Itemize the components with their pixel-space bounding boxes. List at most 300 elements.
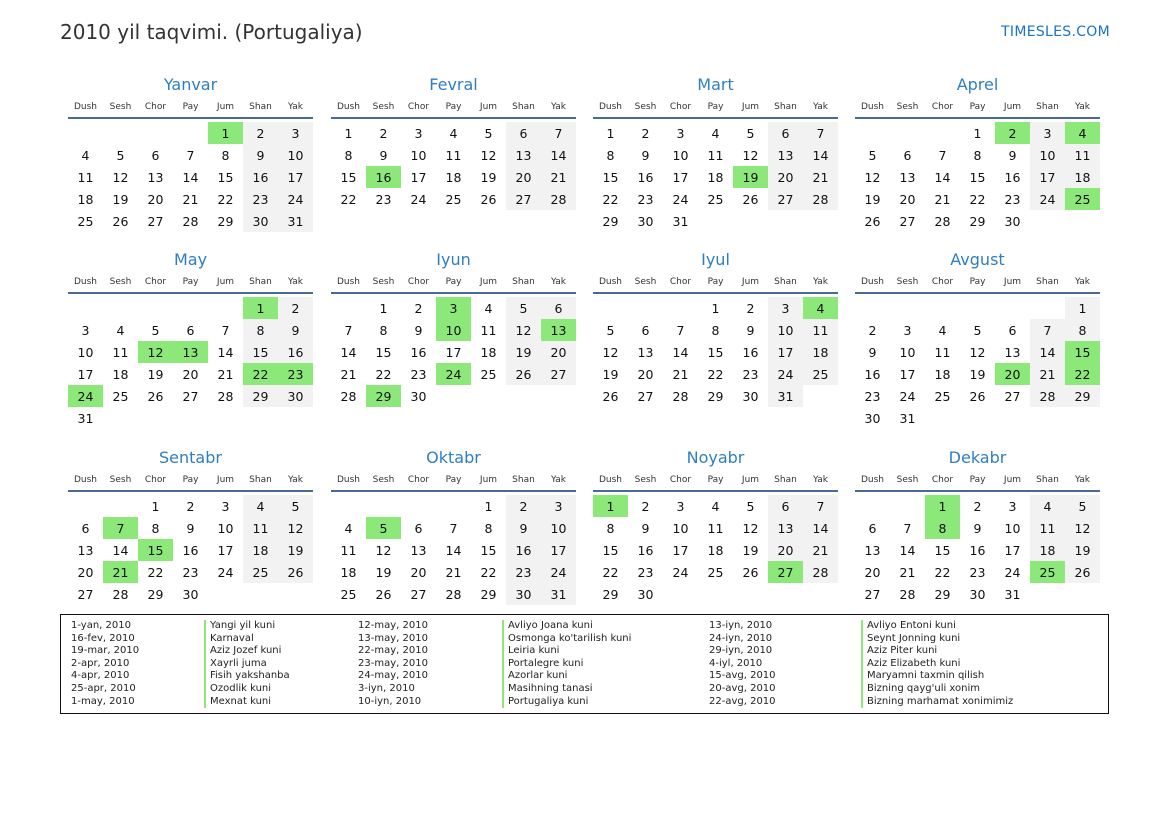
- weekday-label: Dush: [598, 475, 623, 485]
- day-cell: 8: [151, 520, 160, 536]
- empty-cell: [68, 495, 103, 517]
- weekday-label: Pay: [445, 102, 462, 112]
- empty-cell: [331, 495, 366, 517]
- day-cell: 6: [414, 520, 423, 536]
- weekday-label: Jum: [1003, 475, 1022, 485]
- day-cell: 3: [676, 498, 685, 514]
- weekday-label: Shan: [512, 277, 535, 287]
- day-cell: 24: [278, 188, 313, 210]
- day-cell: 16: [637, 542, 654, 558]
- weekday-label: Sesh: [634, 475, 657, 485]
- day-cell: 10: [1004, 520, 1021, 536]
- day-cell: 31: [899, 410, 916, 426]
- weekday-label: Yak: [551, 475, 566, 485]
- holiday-day-cell: 3: [436, 297, 471, 319]
- empty-cell: [103, 495, 138, 517]
- day-cell: 18: [707, 169, 724, 185]
- day-cell: 3: [903, 322, 912, 338]
- day-cell: 24: [541, 561, 576, 583]
- day-cell: 26: [506, 363, 541, 385]
- day-cell: 9: [506, 517, 541, 539]
- holiday-day-cell: 22: [1065, 363, 1100, 385]
- day-cell: 1: [973, 125, 982, 141]
- day-cell: 8: [344, 147, 353, 163]
- weekday-label: Dush: [336, 277, 361, 287]
- holiday-date: 3-iyn, 2010: [358, 682, 415, 694]
- day-cell: 3: [81, 322, 90, 338]
- day-cell: 9: [1008, 147, 1017, 163]
- day-cell: 15: [707, 344, 724, 360]
- empty-cell: [855, 297, 890, 319]
- holiday-date: 4-iyl, 2010: [709, 657, 763, 669]
- day-grid: [68, 495, 313, 605]
- month-sentabr: [68, 448, 313, 605]
- day-cell: 30: [182, 586, 199, 602]
- holiday-name: Mexnat kuni: [210, 695, 272, 707]
- day-cell: 24: [1004, 564, 1021, 580]
- day-cell: 6: [151, 147, 160, 163]
- empty-cell: [68, 122, 103, 144]
- day-cell: 1: [606, 125, 615, 141]
- day-cell: 21: [1030, 363, 1065, 385]
- holiday-day-cell: 15: [1065, 341, 1100, 363]
- month-noyabr: [593, 448, 838, 605]
- weekday-label: Sesh: [372, 277, 395, 287]
- weekday-label: Pay: [707, 475, 724, 485]
- day-cell: 21: [217, 366, 234, 382]
- weekday-header: [593, 99, 838, 119]
- holiday-name: Masihning tanasi: [508, 682, 593, 694]
- holiday-name: Aziz Piter kuni: [867, 645, 938, 657]
- day-cell: 10: [672, 520, 689, 536]
- month-name: Iyun: [436, 250, 471, 269]
- day-cell: 28: [217, 388, 234, 404]
- day-cell: 21: [672, 366, 689, 382]
- day-cell: 12: [375, 542, 392, 558]
- weekday-label: Chor: [144, 277, 167, 287]
- day-cell: 14: [803, 144, 838, 166]
- day-cell: 16: [637, 169, 654, 185]
- day-cell: 13: [768, 144, 803, 166]
- weekday-label: Chor: [669, 102, 692, 112]
- empty-cell: [960, 297, 995, 319]
- day-cell: 27: [410, 586, 427, 602]
- day-cell: 20: [506, 166, 541, 188]
- weekday-label: Chor: [144, 102, 167, 112]
- day-cell: 30: [742, 388, 759, 404]
- day-cell: 28: [445, 586, 462, 602]
- day-cell: 20: [77, 564, 94, 580]
- day-cell: 1: [484, 498, 493, 514]
- weekday-label: Jum: [216, 475, 235, 485]
- empty-cell: [68, 297, 103, 319]
- holiday-date: 23-may, 2010: [358, 657, 428, 669]
- weekday-label: Shan: [249, 102, 272, 112]
- day-cell: 24: [768, 363, 803, 385]
- day-cell: 16: [278, 341, 313, 363]
- weekday-label: Shan: [1036, 277, 1059, 287]
- day-cell: 13: [77, 542, 94, 558]
- day-cell: 12: [742, 520, 759, 536]
- day-cell: 7: [803, 122, 838, 144]
- day-cell: 30: [637, 586, 654, 602]
- weekday-label: Chor: [669, 277, 692, 287]
- month-iyun: [331, 250, 576, 407]
- day-cell: 14: [112, 542, 129, 558]
- day-cell: 2: [243, 122, 278, 144]
- empty-cell: [103, 297, 138, 319]
- day-cell: 10: [541, 517, 576, 539]
- weekday-label: Dush: [336, 102, 361, 112]
- day-cell: 5: [746, 498, 755, 514]
- day-grid: [68, 122, 313, 232]
- day-grid: [855, 122, 1100, 232]
- holiday-name: Bizning qayg'uli xonim: [867, 682, 981, 694]
- day-cell: 19: [1065, 539, 1100, 561]
- day-cell: 5: [484, 125, 493, 141]
- day-cell: 26: [969, 388, 986, 404]
- day-cell: 28: [340, 388, 357, 404]
- day-cell: 23: [1004, 191, 1021, 207]
- empty-cell: [995, 297, 1030, 319]
- month-name: Noyabr: [686, 448, 745, 467]
- day-cell: 2: [414, 300, 423, 316]
- day-cell: 10: [77, 344, 94, 360]
- day-cell: 18: [243, 539, 278, 561]
- day-cell: 21: [803, 539, 838, 561]
- day-cell: 3: [768, 297, 803, 319]
- weekday-label: Jum: [216, 277, 235, 287]
- day-cell: 20: [768, 539, 803, 561]
- day-cell: 12: [969, 344, 986, 360]
- empty-cell: [890, 297, 925, 319]
- day-cell: 18: [707, 542, 724, 558]
- empty-cell: [925, 122, 960, 144]
- weekday-label: Chor: [407, 277, 430, 287]
- day-cell: 27: [768, 188, 803, 210]
- holiday-name: Avliyo Entoni kuni: [867, 620, 956, 631]
- day-cell: 11: [934, 344, 951, 360]
- day-cell: 2: [379, 125, 388, 141]
- month-iyul: [593, 250, 838, 407]
- day-cell: 20: [541, 341, 576, 363]
- weekday-label: Jum: [1003, 277, 1022, 287]
- day-cell: 2: [506, 495, 541, 517]
- day-grid: [855, 297, 1100, 429]
- day-cell: 5: [278, 495, 313, 517]
- weekday-label: Dush: [336, 475, 361, 485]
- day-cell: 18: [1030, 539, 1065, 561]
- day-cell: 4: [116, 322, 125, 338]
- weekday-label: Jum: [216, 102, 235, 112]
- weekday-label: Shan: [1036, 102, 1059, 112]
- day-cell: 18: [340, 564, 357, 580]
- month-name: May: [173, 250, 208, 269]
- day-cell: 1: [151, 498, 160, 514]
- empty-cell: [855, 122, 890, 144]
- day-cell: 31: [672, 213, 689, 229]
- day-cell: 9: [641, 520, 650, 536]
- day-cell: 24: [217, 564, 234, 580]
- weekday-header: [855, 472, 1100, 492]
- holiday-day-cell: 24: [68, 385, 103, 407]
- weekday-header: [331, 472, 576, 492]
- holiday-date: 24-iyn, 2010: [709, 632, 773, 644]
- weekday-label: Dush: [860, 475, 885, 485]
- day-cell: 9: [641, 147, 650, 163]
- day-cell: 6: [768, 122, 803, 144]
- day-cell: 15: [375, 344, 392, 360]
- day-cell: 5: [506, 297, 541, 319]
- day-cell: 27: [182, 388, 199, 404]
- day-cell: 3: [541, 495, 576, 517]
- day-cell: 26: [602, 388, 619, 404]
- day-cell: 25: [112, 388, 129, 404]
- month-name: Fevral: [429, 75, 478, 94]
- day-grid: [68, 297, 313, 429]
- holiday-names-column: [204, 620, 290, 708]
- page-title: 2010 yil taqvimi. (Portugaliya): [60, 20, 363, 44]
- holiday-name: Leiria kuni: [508, 645, 560, 657]
- day-cell: 27: [637, 388, 654, 404]
- day-cell: 22: [375, 366, 392, 382]
- holiday-date: 1-yan, 2010: [71, 620, 131, 631]
- holiday-date: 12-may, 2010: [358, 620, 428, 631]
- day-cell: 4: [344, 520, 353, 536]
- holiday-day-cell: 25: [1030, 561, 1065, 583]
- empty-cell: [103, 122, 138, 144]
- day-cell: 27: [77, 586, 94, 602]
- day-cell: 24: [1030, 188, 1065, 210]
- day-cell: 24: [672, 191, 689, 207]
- holiday-dates-column: [709, 620, 776, 708]
- day-cell: 15: [340, 169, 357, 185]
- day-cell: 16: [742, 344, 759, 360]
- day-cell: 26: [147, 388, 164, 404]
- weekday-label: Jum: [741, 102, 760, 112]
- day-cell: 18: [77, 191, 94, 207]
- day-cell: 20: [768, 166, 803, 188]
- day-cell: 3: [676, 125, 685, 141]
- day-cell: 18: [1065, 166, 1100, 188]
- day-cell: 23: [969, 564, 986, 580]
- weekday-label: Chor: [407, 102, 430, 112]
- day-cell: 26: [742, 191, 759, 207]
- day-cell: 29: [602, 213, 619, 229]
- day-cell: 14: [541, 144, 576, 166]
- holiday-date: 29-iyn, 2010: [709, 645, 773, 657]
- weekday-label: Yak: [1075, 102, 1090, 112]
- weekday-label: Pay: [182, 475, 199, 485]
- weekday-label: Shan: [249, 475, 272, 485]
- weekday-label: Chor: [931, 277, 954, 287]
- day-cell: 11: [112, 344, 129, 360]
- weekday-label: Jum: [741, 475, 760, 485]
- day-cell: 22: [217, 191, 234, 207]
- day-cell: 14: [672, 344, 689, 360]
- empty-cell: [173, 122, 208, 144]
- day-cell: 1: [711, 300, 720, 316]
- day-cell: 18: [803, 341, 838, 363]
- weekday-header: [331, 99, 576, 119]
- weekday-label: Yak: [551, 102, 566, 112]
- month-name: Avgust: [950, 250, 1005, 269]
- day-cell: 17: [672, 542, 689, 558]
- day-cell: 23: [637, 564, 654, 580]
- weekday-label: Dush: [598, 102, 623, 112]
- weekday-label: Pay: [707, 277, 724, 287]
- day-cell: 29: [969, 213, 986, 229]
- day-cell: 2: [641, 498, 650, 514]
- holiday-day-cell: 19: [733, 166, 768, 188]
- day-cell: 28: [934, 213, 951, 229]
- weekday-label: Jum: [479, 277, 498, 287]
- month-aprel: [855, 75, 1100, 232]
- holiday-name: Aziz Elizabeth kuni: [867, 657, 961, 669]
- day-cell: 29: [602, 586, 619, 602]
- weekday-label: Sesh: [634, 277, 657, 287]
- day-cell: 27: [506, 188, 541, 210]
- empty-cell: [138, 297, 173, 319]
- weekday-label: Jum: [1003, 102, 1022, 112]
- day-cell: 30: [864, 410, 881, 426]
- day-cell: 28: [182, 213, 199, 229]
- empty-cell: [593, 297, 628, 319]
- day-cell: 10: [410, 147, 427, 163]
- day-cell: 12: [602, 344, 619, 360]
- weekday-label: Yak: [813, 277, 828, 287]
- weekday-header: [68, 472, 313, 492]
- day-cell: 21: [899, 564, 916, 580]
- day-cell: 11: [340, 542, 357, 558]
- holiday-day-cell: 1: [593, 495, 628, 517]
- day-cell: 5: [1065, 495, 1100, 517]
- day-cell: 27: [541, 363, 576, 385]
- day-cell: 7: [221, 322, 230, 338]
- day-cell: 23: [410, 366, 427, 382]
- weekday-header: [855, 99, 1100, 119]
- month-name: Aprel: [956, 75, 999, 94]
- month-name: Mart: [697, 75, 734, 94]
- day-cell: 28: [899, 586, 916, 602]
- day-cell: 26: [1065, 561, 1100, 583]
- brand-link[interactable]: TIMESLES.COM: [1001, 24, 1110, 40]
- empty-cell: [1030, 297, 1065, 319]
- day-grid: [855, 495, 1100, 605]
- empty-cell: [366, 495, 401, 517]
- day-cell: 1: [344, 125, 353, 141]
- day-cell: 17: [672, 169, 689, 185]
- day-cell: 2: [868, 322, 877, 338]
- day-cell: 17: [899, 366, 916, 382]
- holiday-list: [60, 614, 1109, 714]
- holiday-dates-column: [358, 620, 428, 708]
- day-cell: 21: [541, 166, 576, 188]
- weekday-header: [331, 274, 576, 294]
- day-cell: 30: [637, 213, 654, 229]
- day-cell: 13: [410, 542, 427, 558]
- empty-cell: [138, 122, 173, 144]
- day-cell: 16: [864, 366, 881, 382]
- day-cell: 23: [243, 188, 278, 210]
- day-cell: 26: [864, 213, 881, 229]
- day-cell: 17: [768, 341, 803, 363]
- day-cell: 22: [934, 564, 951, 580]
- day-cell: 12: [506, 319, 541, 341]
- day-cell: 19: [147, 366, 164, 382]
- day-cell: 12: [278, 517, 313, 539]
- day-cell: 22: [147, 564, 164, 580]
- day-cell: 22: [969, 191, 986, 207]
- day-grid: [331, 495, 576, 605]
- day-cell: 19: [506, 341, 541, 363]
- weekday-label: Pay: [969, 277, 986, 287]
- holiday-day-cell: 15: [138, 539, 173, 561]
- day-cell: 5: [151, 322, 160, 338]
- weekday-label: Pay: [445, 475, 462, 485]
- weekday-label: Pay: [445, 277, 462, 287]
- day-cell: 24: [899, 388, 916, 404]
- month-avgust: [855, 250, 1100, 429]
- day-cell: 28: [672, 388, 689, 404]
- day-cell: 22: [707, 366, 724, 382]
- day-cell: 16: [410, 344, 427, 360]
- weekday-header: [593, 274, 838, 294]
- holiday-names-column: [861, 620, 1013, 708]
- day-cell: 6: [1008, 322, 1017, 338]
- day-cell: 7: [344, 322, 353, 338]
- weekday-label: Chor: [144, 475, 167, 485]
- day-cell: 9: [868, 344, 877, 360]
- holiday-day-cell: 12: [138, 341, 173, 363]
- day-cell: 25: [340, 586, 357, 602]
- weekday-label: Yak: [813, 475, 828, 485]
- day-cell: 21: [803, 166, 838, 188]
- day-cell: 13: [506, 144, 541, 166]
- holiday-name: Yangi yil kuni: [210, 620, 276, 631]
- day-cell: 7: [803, 495, 838, 517]
- day-cell: 5: [606, 322, 615, 338]
- day-cell: 20: [147, 191, 164, 207]
- day-cell: 25: [77, 213, 94, 229]
- day-cell: 12: [480, 147, 497, 163]
- day-cell: 23: [182, 564, 199, 580]
- day-cell: 31: [278, 210, 313, 232]
- holiday-name: Osmonga ko'tarilish kuni: [508, 632, 632, 644]
- day-cell: 8: [711, 322, 720, 338]
- weekday-label: Sesh: [896, 277, 919, 287]
- weekday-label: Pay: [969, 102, 986, 112]
- day-cell: 21: [934, 191, 951, 207]
- holiday-day-cell: 2: [995, 122, 1030, 144]
- empty-cell: [436, 495, 471, 517]
- day-cell: 7: [186, 147, 195, 163]
- day-cell: 11: [803, 319, 838, 341]
- day-cell: 16: [243, 166, 278, 188]
- holiday-date: 22-avg, 2010: [709, 695, 776, 707]
- day-cell: 2: [973, 498, 982, 514]
- month-name: Iyul: [701, 250, 730, 269]
- holiday-name: Fisih yakshanba: [210, 670, 290, 682]
- holiday-day-cell: 7: [103, 517, 138, 539]
- day-cell: 26: [375, 586, 392, 602]
- day-cell: 20: [899, 191, 916, 207]
- day-cell: 29: [147, 586, 164, 602]
- holiday-day-cell: 5: [366, 517, 401, 539]
- day-cell: 26: [278, 561, 313, 583]
- weekday-label: Sesh: [109, 102, 132, 112]
- day-cell: 17: [541, 539, 576, 561]
